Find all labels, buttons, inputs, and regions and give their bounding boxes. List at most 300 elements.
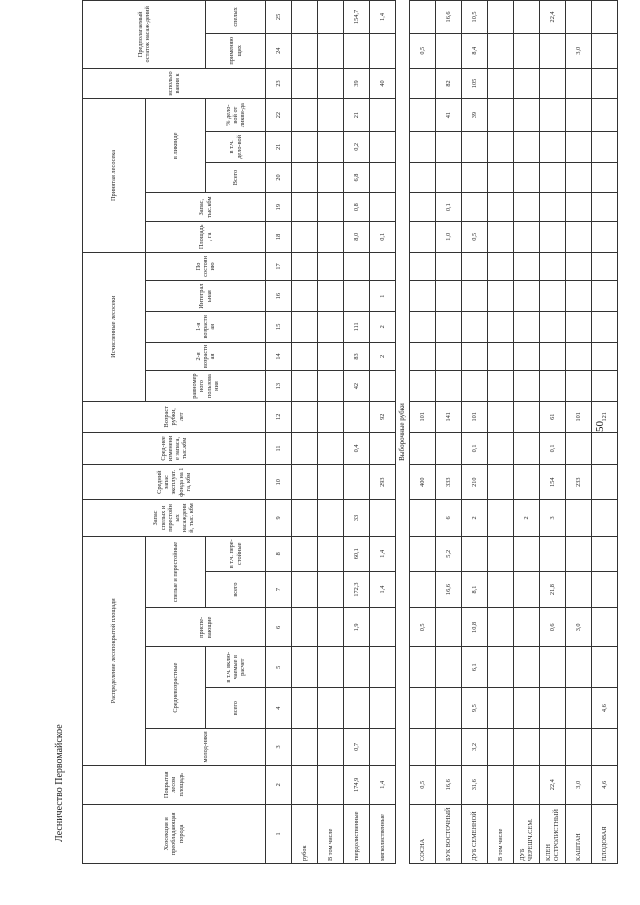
table-cell: 82: [436, 68, 462, 99]
header-mature-incl: в т.ч. пере-стойные: [206, 536, 266, 571]
table-cell: 1,4: [370, 765, 396, 804]
table-cell: [592, 1, 618, 34]
table-cell: [514, 401, 540, 432]
table-cell: [292, 99, 318, 132]
column-number: 12: [266, 401, 292, 432]
table-cell: [462, 132, 488, 163]
table-cell: [488, 500, 514, 537]
table-cell: [318, 465, 344, 500]
header-calc-uniform: равномерного пользования: [146, 371, 266, 402]
table-cell: [410, 132, 436, 163]
table-cell: [318, 132, 344, 163]
table-cell: [292, 281, 318, 312]
table-cell: [514, 132, 540, 163]
column-number: 19: [266, 193, 292, 222]
table-cell: 0,1: [462, 432, 488, 465]
table-cell: [592, 99, 618, 132]
table-cell: 0,5: [410, 765, 436, 804]
table-cell: [540, 68, 566, 99]
column-number: 15: [266, 311, 292, 342]
table-cell: 8,0: [344, 221, 370, 252]
table-cell: [318, 99, 344, 132]
row-label: БУК ВОСТОЧНЫЙ: [436, 804, 462, 863]
table-cell: 21: [344, 99, 370, 132]
table-cell: [436, 647, 462, 688]
table-cell: 6,1: [462, 647, 488, 688]
table-cell: [514, 33, 540, 68]
column-number: 2: [266, 765, 292, 804]
header-avg-stock: Средний запас эксплуат. фонда на 1 га, кбм: [83, 465, 266, 500]
header-forecast: Предполагаемый остаток насаж-дений: [83, 1, 206, 69]
table-cell: [592, 252, 618, 281]
table-cell: [410, 342, 436, 371]
table-cell: [592, 33, 618, 68]
table-cell: [462, 371, 488, 402]
table-cell: [318, 432, 344, 465]
table-row: [514, 1, 540, 864]
table-cell: [370, 193, 396, 222]
table-cell: [514, 252, 540, 281]
row-label: ДУБ СЕМЕННОЙ: [462, 804, 488, 863]
table-cell: [292, 536, 318, 571]
forestry-caption: Лесничество Первомайское: [54, 724, 65, 842]
row-label: твердолиственные: [344, 804, 370, 863]
header-mature-all: всего: [206, 571, 266, 608]
table-cell: [292, 432, 318, 465]
table-row: [540, 1, 566, 864]
table-cell: [410, 500, 436, 537]
table-cell: [410, 1, 436, 34]
table-cell: [318, 765, 344, 804]
table-cell: [410, 193, 436, 222]
table-cell: 3,0: [566, 33, 592, 68]
table-cell: [370, 33, 396, 68]
table-cell: [410, 162, 436, 193]
table-cell: [592, 311, 618, 342]
table-cell: 6,8: [344, 162, 370, 193]
table-cell: 16,6: [436, 571, 462, 608]
table-cell: [592, 193, 618, 222]
table-cell: [592, 500, 618, 537]
table-cell: 0,5: [410, 608, 436, 647]
table-cell: [344, 647, 370, 688]
table-cell: [514, 465, 540, 500]
table-cell: [514, 342, 540, 371]
row-label: В том числе: [318, 804, 344, 863]
header-fc-used: применяющих: [206, 33, 266, 68]
table-cell: [318, 536, 344, 571]
column-number: 6: [266, 608, 292, 647]
table-row: [488, 1, 514, 864]
table-cell: 3: [540, 500, 566, 537]
table-row: [436, 1, 462, 864]
table-cell: [436, 311, 462, 342]
table-cell: [566, 432, 592, 465]
table-cell: [540, 33, 566, 68]
column-numbers: [266, 1, 292, 864]
table-cell: [370, 647, 396, 688]
column-number: 1: [266, 804, 292, 863]
table-cell: [410, 571, 436, 608]
table-cell: [592, 536, 618, 571]
table-cell: [292, 33, 318, 68]
table-cell: [410, 68, 436, 99]
table-cell: [488, 432, 514, 465]
header-middle-all: всего: [206, 688, 266, 729]
table-cell: [318, 729, 344, 766]
table-cell: [488, 401, 514, 432]
table-cell: [318, 193, 344, 222]
table-cell: [488, 688, 514, 729]
header-young: молод-няки: [146, 729, 266, 766]
table-cell: [344, 281, 370, 312]
table-cell: [514, 221, 540, 252]
table-row: [344, 1, 370, 864]
table-cell: [318, 401, 344, 432]
table-cell: [370, 729, 396, 766]
column-number-row: [266, 1, 292, 864]
table-cell: 4,6: [592, 688, 618, 729]
table-cell: [488, 68, 514, 99]
table-cell: [540, 371, 566, 402]
table-cell: 31,6: [462, 765, 488, 804]
table-cell: [344, 401, 370, 432]
table-cell: 0,1: [370, 221, 396, 252]
table-cell: [540, 162, 566, 193]
table-cell: [488, 765, 514, 804]
row-label: КЛЕН ОСТРОЛИСТНЫЙ: [540, 804, 566, 863]
table-cell: [370, 608, 396, 647]
header-acc-total: Всего: [206, 162, 266, 193]
table-cell: [344, 33, 370, 68]
header-distribution: Распределение лесопокрытой площади: [83, 536, 146, 765]
table-cell: [410, 252, 436, 281]
table-cell: [592, 432, 618, 465]
table-row: [370, 1, 396, 864]
table-cell: [370, 371, 396, 402]
table-cell: 0,2: [344, 132, 370, 163]
table-cell: 40: [370, 68, 396, 99]
table-cell: [514, 571, 540, 608]
table-cell: 101: [462, 401, 488, 432]
table-cell: [318, 162, 344, 193]
table-cell: [488, 132, 514, 163]
table-cell: 3,0: [566, 765, 592, 804]
table-cell: 2: [462, 500, 488, 537]
table-cell: 3,2: [462, 729, 488, 766]
table-cell: 0,7: [344, 729, 370, 766]
table-cell: [292, 311, 318, 342]
table-cell: [292, 132, 318, 163]
table-cell: [514, 432, 540, 465]
table-cell: 141: [436, 401, 462, 432]
table-cell: [514, 162, 540, 193]
table-cell: [370, 432, 396, 465]
table-cell: [566, 193, 592, 222]
table-cell: [292, 465, 318, 500]
table-cell: 2: [370, 311, 396, 342]
row-label: мягколиственные: [370, 804, 396, 863]
table-cell: [292, 571, 318, 608]
table-cell: [292, 371, 318, 402]
table-cell: [488, 1, 514, 34]
table-cell: [514, 536, 540, 571]
table-cell: [566, 281, 592, 312]
table-row: [566, 1, 592, 864]
table-cell: [344, 252, 370, 281]
table-cell: [344, 688, 370, 729]
table-cell: [540, 221, 566, 252]
table-cell: [462, 281, 488, 312]
table-cell: [540, 647, 566, 688]
table-cell: 92: [370, 401, 396, 432]
table-cell: 111: [344, 311, 370, 342]
header-acc-area: Площадь, га: [146, 221, 266, 252]
table-cell: [488, 33, 514, 68]
table-cell: [488, 729, 514, 766]
header-stock: Запас спелых и перестойных насаждений, тыс. кбм: [83, 500, 266, 537]
row-label: В том числе: [488, 804, 514, 863]
table-cell: [318, 311, 344, 342]
table-cell: 172,3: [344, 571, 370, 608]
table-cell: [514, 608, 540, 647]
column-number: 16: [266, 281, 292, 312]
table-cell: 22,4: [540, 765, 566, 804]
table-cell: [488, 193, 514, 222]
table-cell: 400: [410, 465, 436, 500]
table-cell: [410, 688, 436, 729]
table-cell: 83: [344, 342, 370, 371]
column-number: 14: [266, 342, 292, 371]
table-cell: [566, 647, 592, 688]
table-cell: [436, 281, 462, 312]
table-cell: 101: [410, 401, 436, 432]
table-cell: [344, 465, 370, 500]
table-cell: [410, 371, 436, 402]
table-cell: 333: [436, 465, 462, 500]
table-cell: [292, 500, 318, 537]
table-cell: [410, 99, 436, 132]
table-cell: [370, 688, 396, 729]
table-cell: 8,1: [462, 571, 488, 608]
table-cell: [488, 465, 514, 500]
table-cell: [292, 647, 318, 688]
table-cell: [566, 162, 592, 193]
header-calc-cutting: Исчисленные лесосеки: [83, 252, 146, 401]
table-cell: 293: [370, 465, 396, 500]
table-cell: [318, 342, 344, 371]
table-cell: [514, 1, 540, 34]
table-cell: [292, 401, 318, 432]
table-cell: 4,6: [592, 765, 618, 804]
table-cell: 1: [370, 281, 396, 312]
table-cell: 154: [540, 465, 566, 500]
table-cell: [514, 371, 540, 402]
row-label: рубок: [292, 804, 318, 863]
table-cell: [540, 342, 566, 371]
table-body: [292, 1, 618, 864]
column-number: 9: [266, 500, 292, 537]
table-cell: [566, 536, 592, 571]
table-cell: 0,6: [540, 608, 566, 647]
column-number: 20: [266, 162, 292, 193]
table-cell: [592, 647, 618, 688]
column-number: 7: [266, 571, 292, 608]
table-cell: [292, 221, 318, 252]
table-cell: [318, 371, 344, 402]
table-cell: [514, 688, 540, 729]
table-cell: [292, 162, 318, 193]
table-cell: [410, 432, 436, 465]
header-ripening: приспе-вающие: [146, 608, 266, 647]
table-cell: [488, 608, 514, 647]
table-cell: 9,5: [462, 688, 488, 729]
table-cell: [566, 132, 592, 163]
page-number: 50: [594, 421, 606, 432]
table-cell: [488, 252, 514, 281]
table-cell: [436, 132, 462, 163]
table-cell: 0,1: [436, 193, 462, 222]
table-cell: 105: [462, 68, 488, 99]
header-acc-liquid: в ликвиде: [146, 99, 206, 193]
column-number: 25: [266, 1, 292, 34]
table-cell: [318, 68, 344, 99]
table-cell: [292, 193, 318, 222]
table-cell: 0,1: [540, 432, 566, 465]
table-cell: [318, 281, 344, 312]
table-cell: [540, 311, 566, 342]
table-cell: 0,5: [410, 33, 436, 68]
table-cell: [566, 342, 592, 371]
table-cell: [436, 729, 462, 766]
table-cell: [436, 162, 462, 193]
table-row: [462, 1, 488, 864]
table-cell: 10,5: [462, 1, 488, 34]
table-cell: 61: [540, 401, 566, 432]
table-cell: 1,4: [370, 1, 396, 34]
table-cell: [462, 536, 488, 571]
column-number: 5: [266, 647, 292, 688]
table-cell: [592, 608, 618, 647]
header-age: Возраст рубки, лет: [83, 401, 266, 432]
table-cell: [292, 608, 318, 647]
header-acc-pct: % дело-вой от ликви-да: [206, 99, 266, 132]
table-cell: [292, 1, 318, 34]
table-cell: [488, 281, 514, 312]
column-number: 24: [266, 33, 292, 68]
table-cell: 101: [566, 401, 592, 432]
table-cell: [566, 688, 592, 729]
row-label: СОСНА: [410, 804, 436, 863]
table-cell: [318, 1, 344, 34]
table-cell: [566, 729, 592, 766]
table-cell: [592, 371, 618, 402]
table-cell: [292, 765, 318, 804]
header-acc-incl: в т.ч. дело-вой: [206, 132, 266, 163]
table-cell: [592, 342, 618, 371]
table-cell: [540, 729, 566, 766]
table-cell: [436, 608, 462, 647]
table-cell: [436, 432, 462, 465]
table-cell: [540, 252, 566, 281]
table-cell: 22,4: [540, 1, 566, 34]
header-mature: спелые и перестойные: [146, 536, 206, 608]
table-cell: [370, 132, 396, 163]
table-cell: 2: [514, 500, 540, 537]
table-cell: [592, 281, 618, 312]
table-cell: 1,4: [370, 536, 396, 571]
table-cell: [436, 33, 462, 68]
table-cell: 210: [462, 465, 488, 500]
table-row: [292, 1, 318, 864]
table-cell: [436, 252, 462, 281]
table-cell: 16,6: [436, 765, 462, 804]
table-cell: [292, 729, 318, 766]
table-cell: 0,4: [344, 432, 370, 465]
table-cell: [592, 571, 618, 608]
table-cell: [410, 311, 436, 342]
table-cell: [566, 221, 592, 252]
table-cell: 39: [462, 99, 488, 132]
table-cell: 1,9: [344, 608, 370, 647]
table-cell: [514, 647, 540, 688]
table-cell: [318, 608, 344, 647]
column-number: 21: [266, 132, 292, 163]
table-cell: [436, 342, 462, 371]
table-cell: [318, 252, 344, 281]
table-cell: 1,4: [370, 571, 396, 608]
table-cell: [318, 571, 344, 608]
table-cell: [514, 193, 540, 222]
table-cell: [514, 68, 540, 99]
header-calc-state: По состоянию: [146, 252, 266, 281]
header-fc-mature: спелых: [206, 1, 266, 34]
header-acc-stock: Запас, тыс.кбм: [146, 193, 266, 222]
header-coverage: Покрытая лесом площадь: [83, 765, 266, 804]
table-cell: [318, 33, 344, 68]
table-cell: [488, 571, 514, 608]
column-number: 13: [266, 371, 292, 402]
table-row: [318, 1, 344, 864]
column-number: 4: [266, 688, 292, 729]
table-cell: [410, 647, 436, 688]
table-row: [592, 1, 618, 864]
table-cell: [592, 162, 618, 193]
table-cell: [292, 252, 318, 281]
table-cell: [488, 162, 514, 193]
table-cell: [566, 68, 592, 99]
table-cell: [566, 252, 592, 281]
table-cell: [318, 688, 344, 729]
table-cell: [592, 132, 618, 163]
table-cell: [592, 221, 618, 252]
table-cell: [488, 311, 514, 342]
table-cell: [540, 99, 566, 132]
table-cell: 42: [344, 371, 370, 402]
table-cell: 0,8: [344, 193, 370, 222]
table-cell: [410, 281, 436, 312]
table-cell: 8,4: [462, 33, 488, 68]
table-cell: [462, 342, 488, 371]
table-cell: [370, 99, 396, 132]
table-cell: [488, 647, 514, 688]
table-cell: [292, 342, 318, 371]
column-number: 22: [266, 99, 292, 132]
table-cell: [318, 647, 344, 688]
table-cell: 60,1: [344, 536, 370, 571]
table-cell: [514, 281, 540, 312]
header-usage: использования к: [83, 68, 266, 99]
